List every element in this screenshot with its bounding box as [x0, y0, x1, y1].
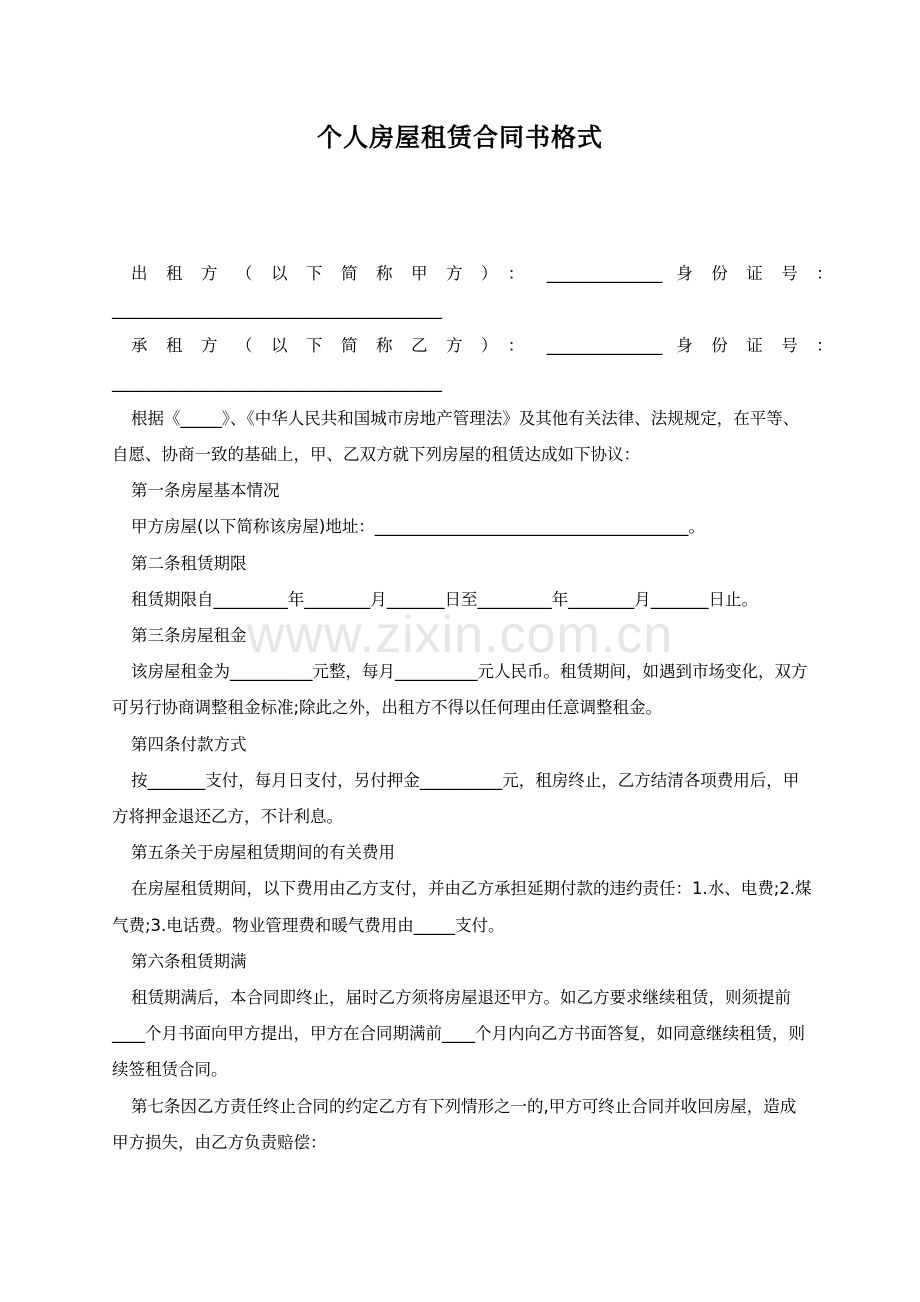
- preamble: 根据《_____》、《中华人民共和国城市房地产管理法》及其他有关法律、法规规定，在平等、自愿、协商一致的基础上，甲、乙双方就下列房屋的租赁达成如下协议：: [112, 408, 800, 465]
- article-7-text: 第七条因乙方责任终止合同的约定乙方有下列情形之一的,甲方可终止合同并收回房屋，造成甲方损失，由乙方负责赔偿：: [112, 1096, 797, 1152]
- party-a-label: 出租方（以下简称甲方）：: [131, 264, 543, 283]
- article-5-text: 在房屋租赁期间，以下费用由乙方支付，并由乙方承担延期付款的违约责任：1.水、电费;2.煤气费;3.电话费。物业管理费和暖气费用由_____支付。: [112, 879, 812, 935]
- party-b-id-label: 身份证号：: [676, 336, 852, 356]
- article-4-heading: 第四条付款方式: [131, 734, 247, 754]
- party-b-label: 承租方（以下简称乙方）：: [131, 336, 543, 356]
- article-6-text: 租赁期满后，本合同即终止，届时乙方须将房屋退还甲方。如乙方要求继续租赁，则须提前____个月书面向甲方提出，甲方在合同期满前____个月内向乙方书面答复，如同意继续租赁，则续签租赁合同。: [112, 988, 805, 1080]
- article-2-heading: 第二条租赁期限: [131, 553, 247, 573]
- article-3-heading: 第三条房屋租金: [131, 626, 247, 646]
- party-b-line: [112, 328, 852, 364]
- party-a-line: [112, 256, 852, 292]
- watermark: www.zixin.com.cn: [246, 606, 674, 664]
- document-title: 个人房屋租赁合同书格式: [316, 123, 603, 152]
- party-b-name-blank: ______________: [546, 336, 663, 356]
- party-a-id-label: 身份证号：: [676, 264, 852, 283]
- contract-body: [112, 256, 852, 1161]
- party-a-name-blank: ______________: [546, 264, 663, 283]
- article-1-heading: 第一条房屋基本情况: [131, 481, 280, 501]
- article-3-text: 该房屋租金为__________元整，每月__________元人民币。租赁期间，如遇到市场变化，双方可另行协商调整租金标准;除此之外，出租方不得以任何理由任意调整租金。: [112, 662, 808, 718]
- article-6-heading: 第六条租赁期满: [131, 951, 247, 971]
- article-2-text: 租赁期限自_________年________月_______日至_________年________月_______日止。: [131, 589, 758, 609]
- party-b-id-blank: ________________________________________: [112, 372, 442, 392]
- party-a-id-blank: ________________________________________: [112, 300, 442, 320]
- article-4-text: 按_______支付，每月日支付，另付押金__________元，租房终止，乙方结清各项费用后，甲方将押金退还乙方，不计利息。: [112, 770, 800, 827]
- article-5-heading: 第五条关于房屋租赁期间的有关费用: [131, 843, 395, 863]
- article-1-text: 甲方房屋(以下简称该房屋)地址：______________________________________。: [131, 517, 705, 537]
